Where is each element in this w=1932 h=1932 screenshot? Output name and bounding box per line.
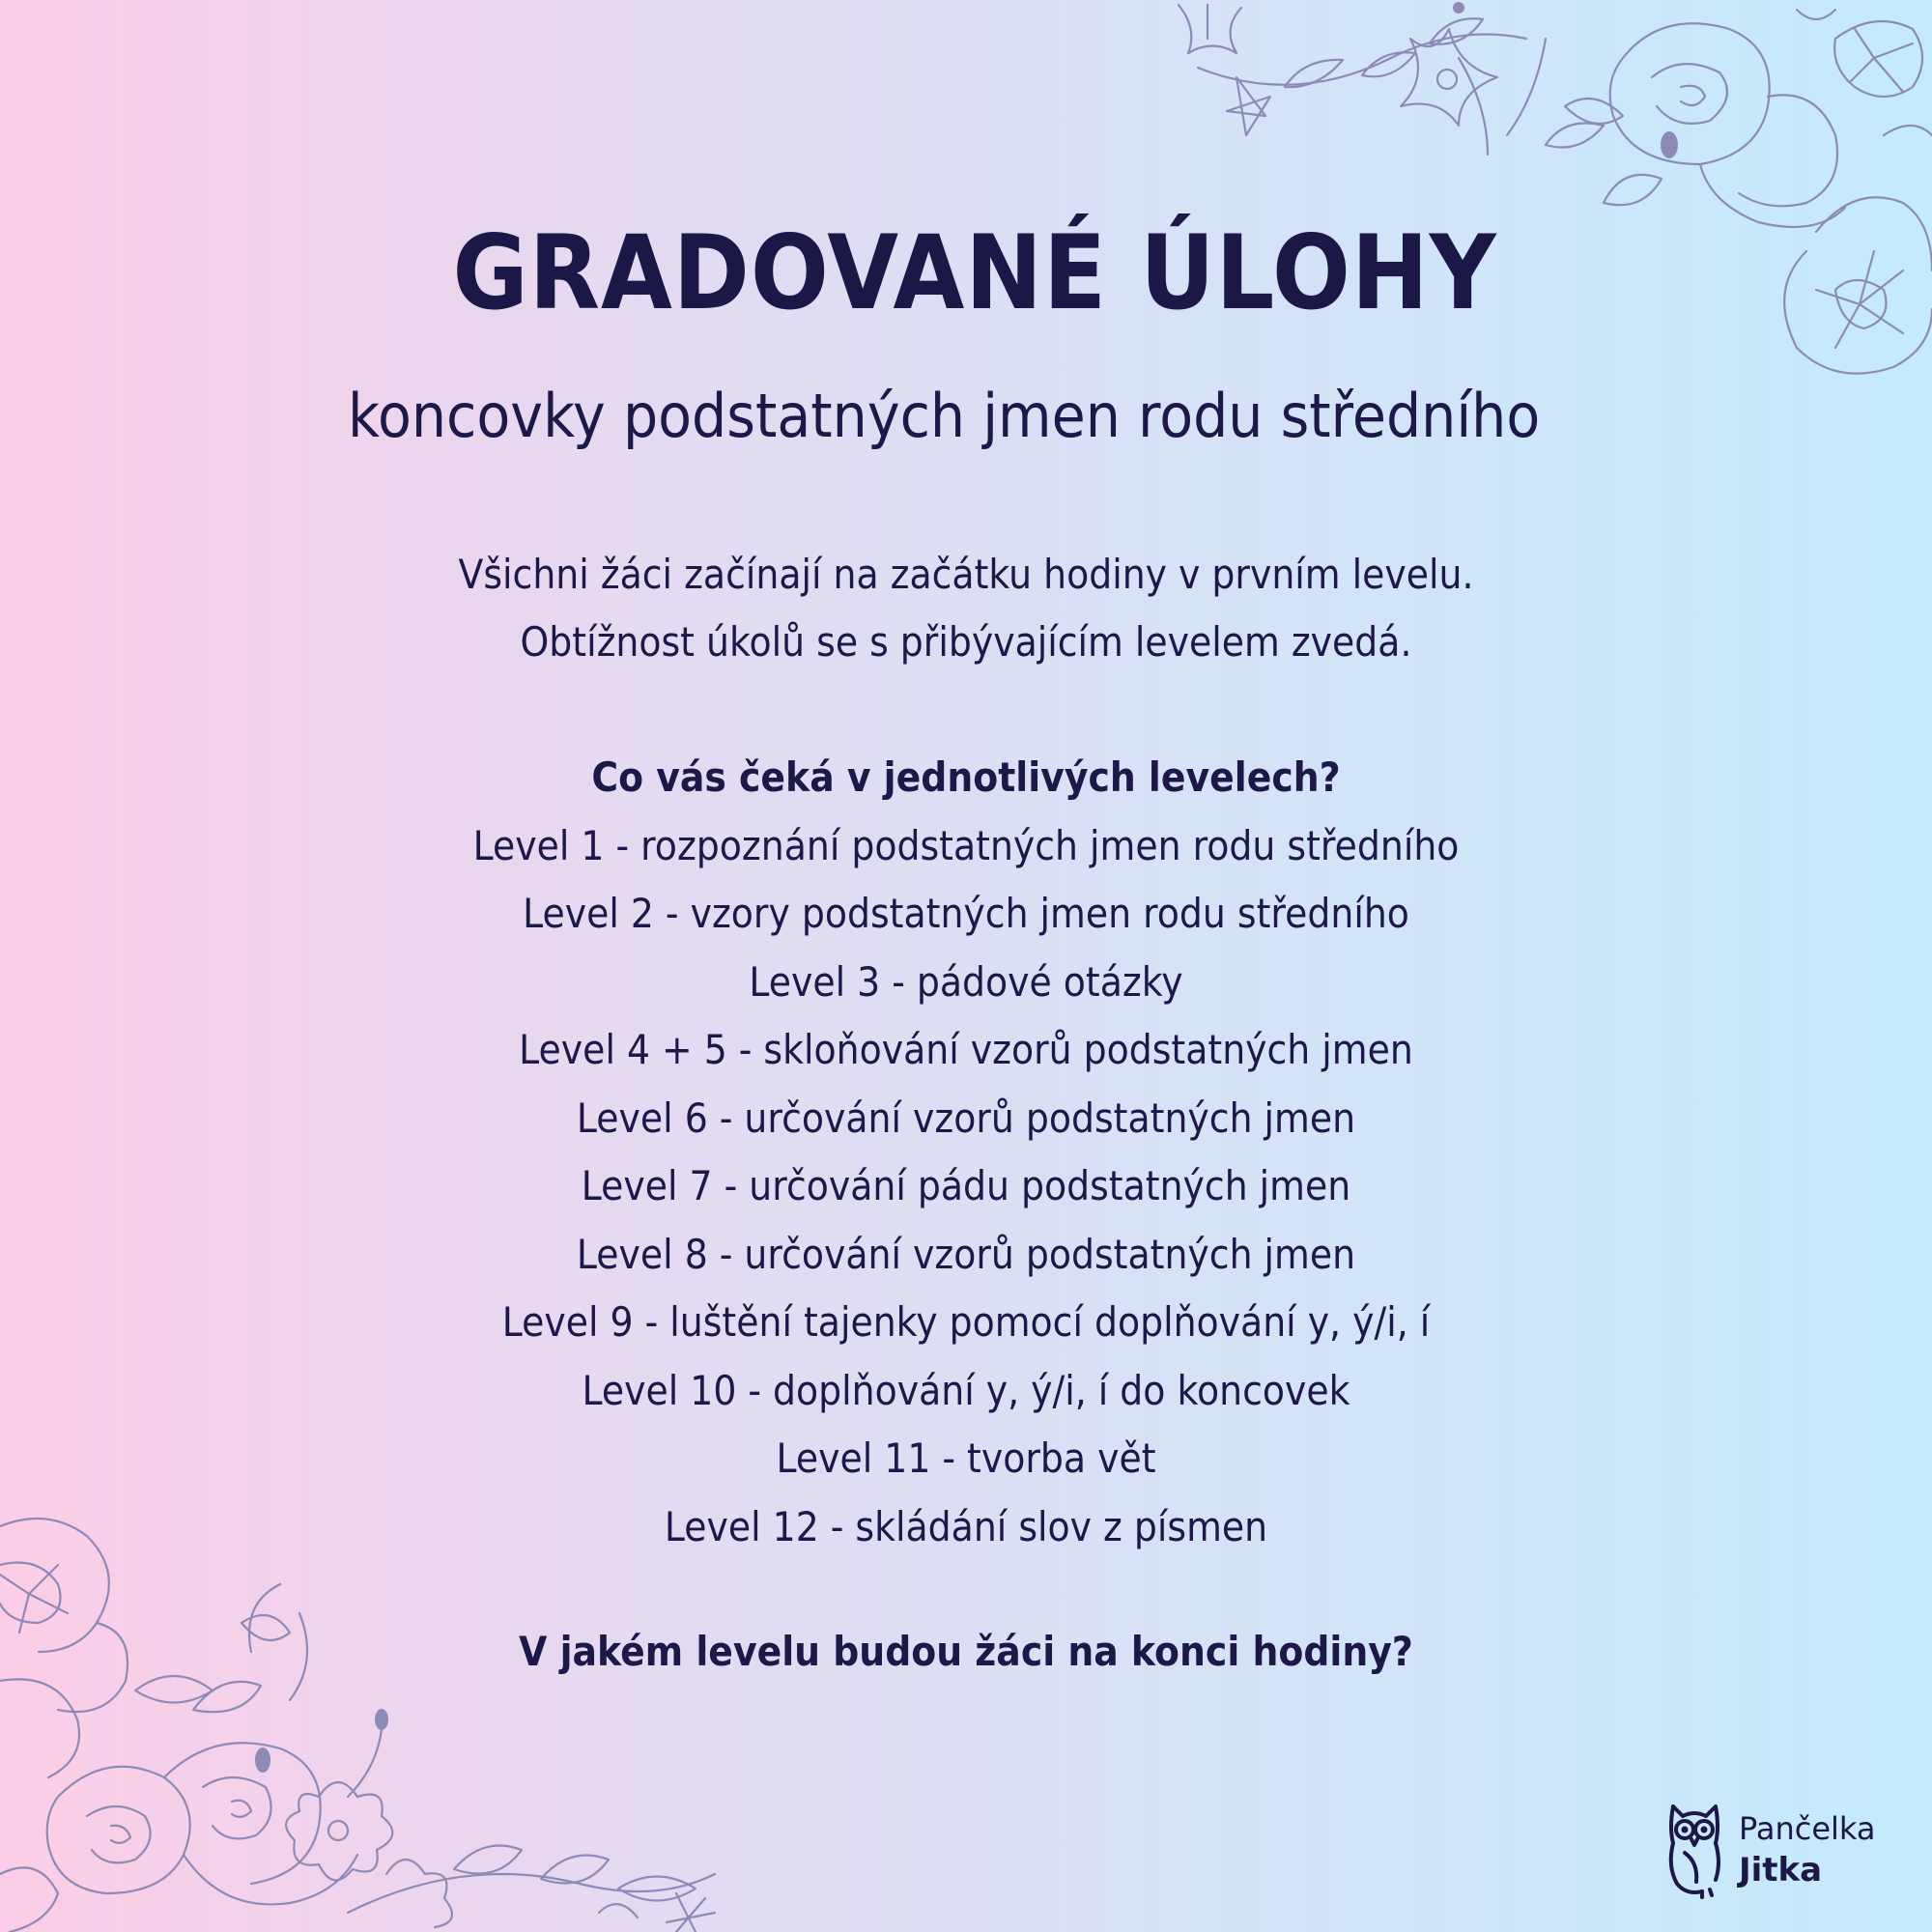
level-item: Level 2 - vzory podstatných jmen rodu středního: [523, 890, 1409, 937]
levels-list: [0, 744, 1932, 1561]
page-subtitle: koncovky podstatných jmen rodu středního: [348, 381, 1541, 451]
logo-text-bottom: Jitka: [1739, 1851, 1823, 1889]
level-item: Level 6 - určování vzorů podstatných jmen: [576, 1094, 1356, 1142]
level-item: Level 8 - určování vzorů podstatných jmen: [576, 1230, 1356, 1278]
levels-heading: Co vás čeká v jednotlivých levelech?: [591, 753, 1341, 801]
floral-decoration-top-icon: [1140, 0, 1932, 425]
level-item: Level 3 - pádové otázky: [749, 957, 1183, 1006]
closing-question: V jakém levelu budou žáci na konci hodiny?: [519, 1628, 1413, 1675]
level-item: Level 11 - tvorba vět: [776, 1435, 1156, 1482]
page-title: GRADOVANÉ ÚLOHY: [452, 213, 1497, 332]
logo-text-top: Pančelka: [1739, 1810, 1876, 1847]
level-item: Level 10 - doplňování y, ý/i, í do koncovek: [582, 1366, 1350, 1414]
intro-text: [0, 541, 1932, 676]
level-item: Level 1 - rozpoznání podstatných jmen rodu středního: [472, 821, 1460, 869]
level-item: Level 4 + 5 - skloňování vzorů podstatných jmen: [519, 1026, 1413, 1073]
owl-icon: [1663, 1799, 1725, 1899]
level-item: Level 12 - skládání slov z písmen: [664, 1502, 1268, 1550]
floral-decoration-bottom-icon: [0, 1507, 734, 1932]
brand-logo: [1663, 1799, 1905, 1900]
intro-line: Obtížnost úkolů se s přibývajícím levelem zvedá.: [520, 618, 1412, 666]
level-item: Level 9 - luštění tajenky pomocí doplňování y, ý/i, í: [501, 1298, 1431, 1346]
intro-line: Všichni žáci začínají na začátku hodiny v prvním levelu.: [458, 551, 1474, 598]
level-item: Level 7 - určování pádu podstatných jmen: [581, 1162, 1351, 1209]
